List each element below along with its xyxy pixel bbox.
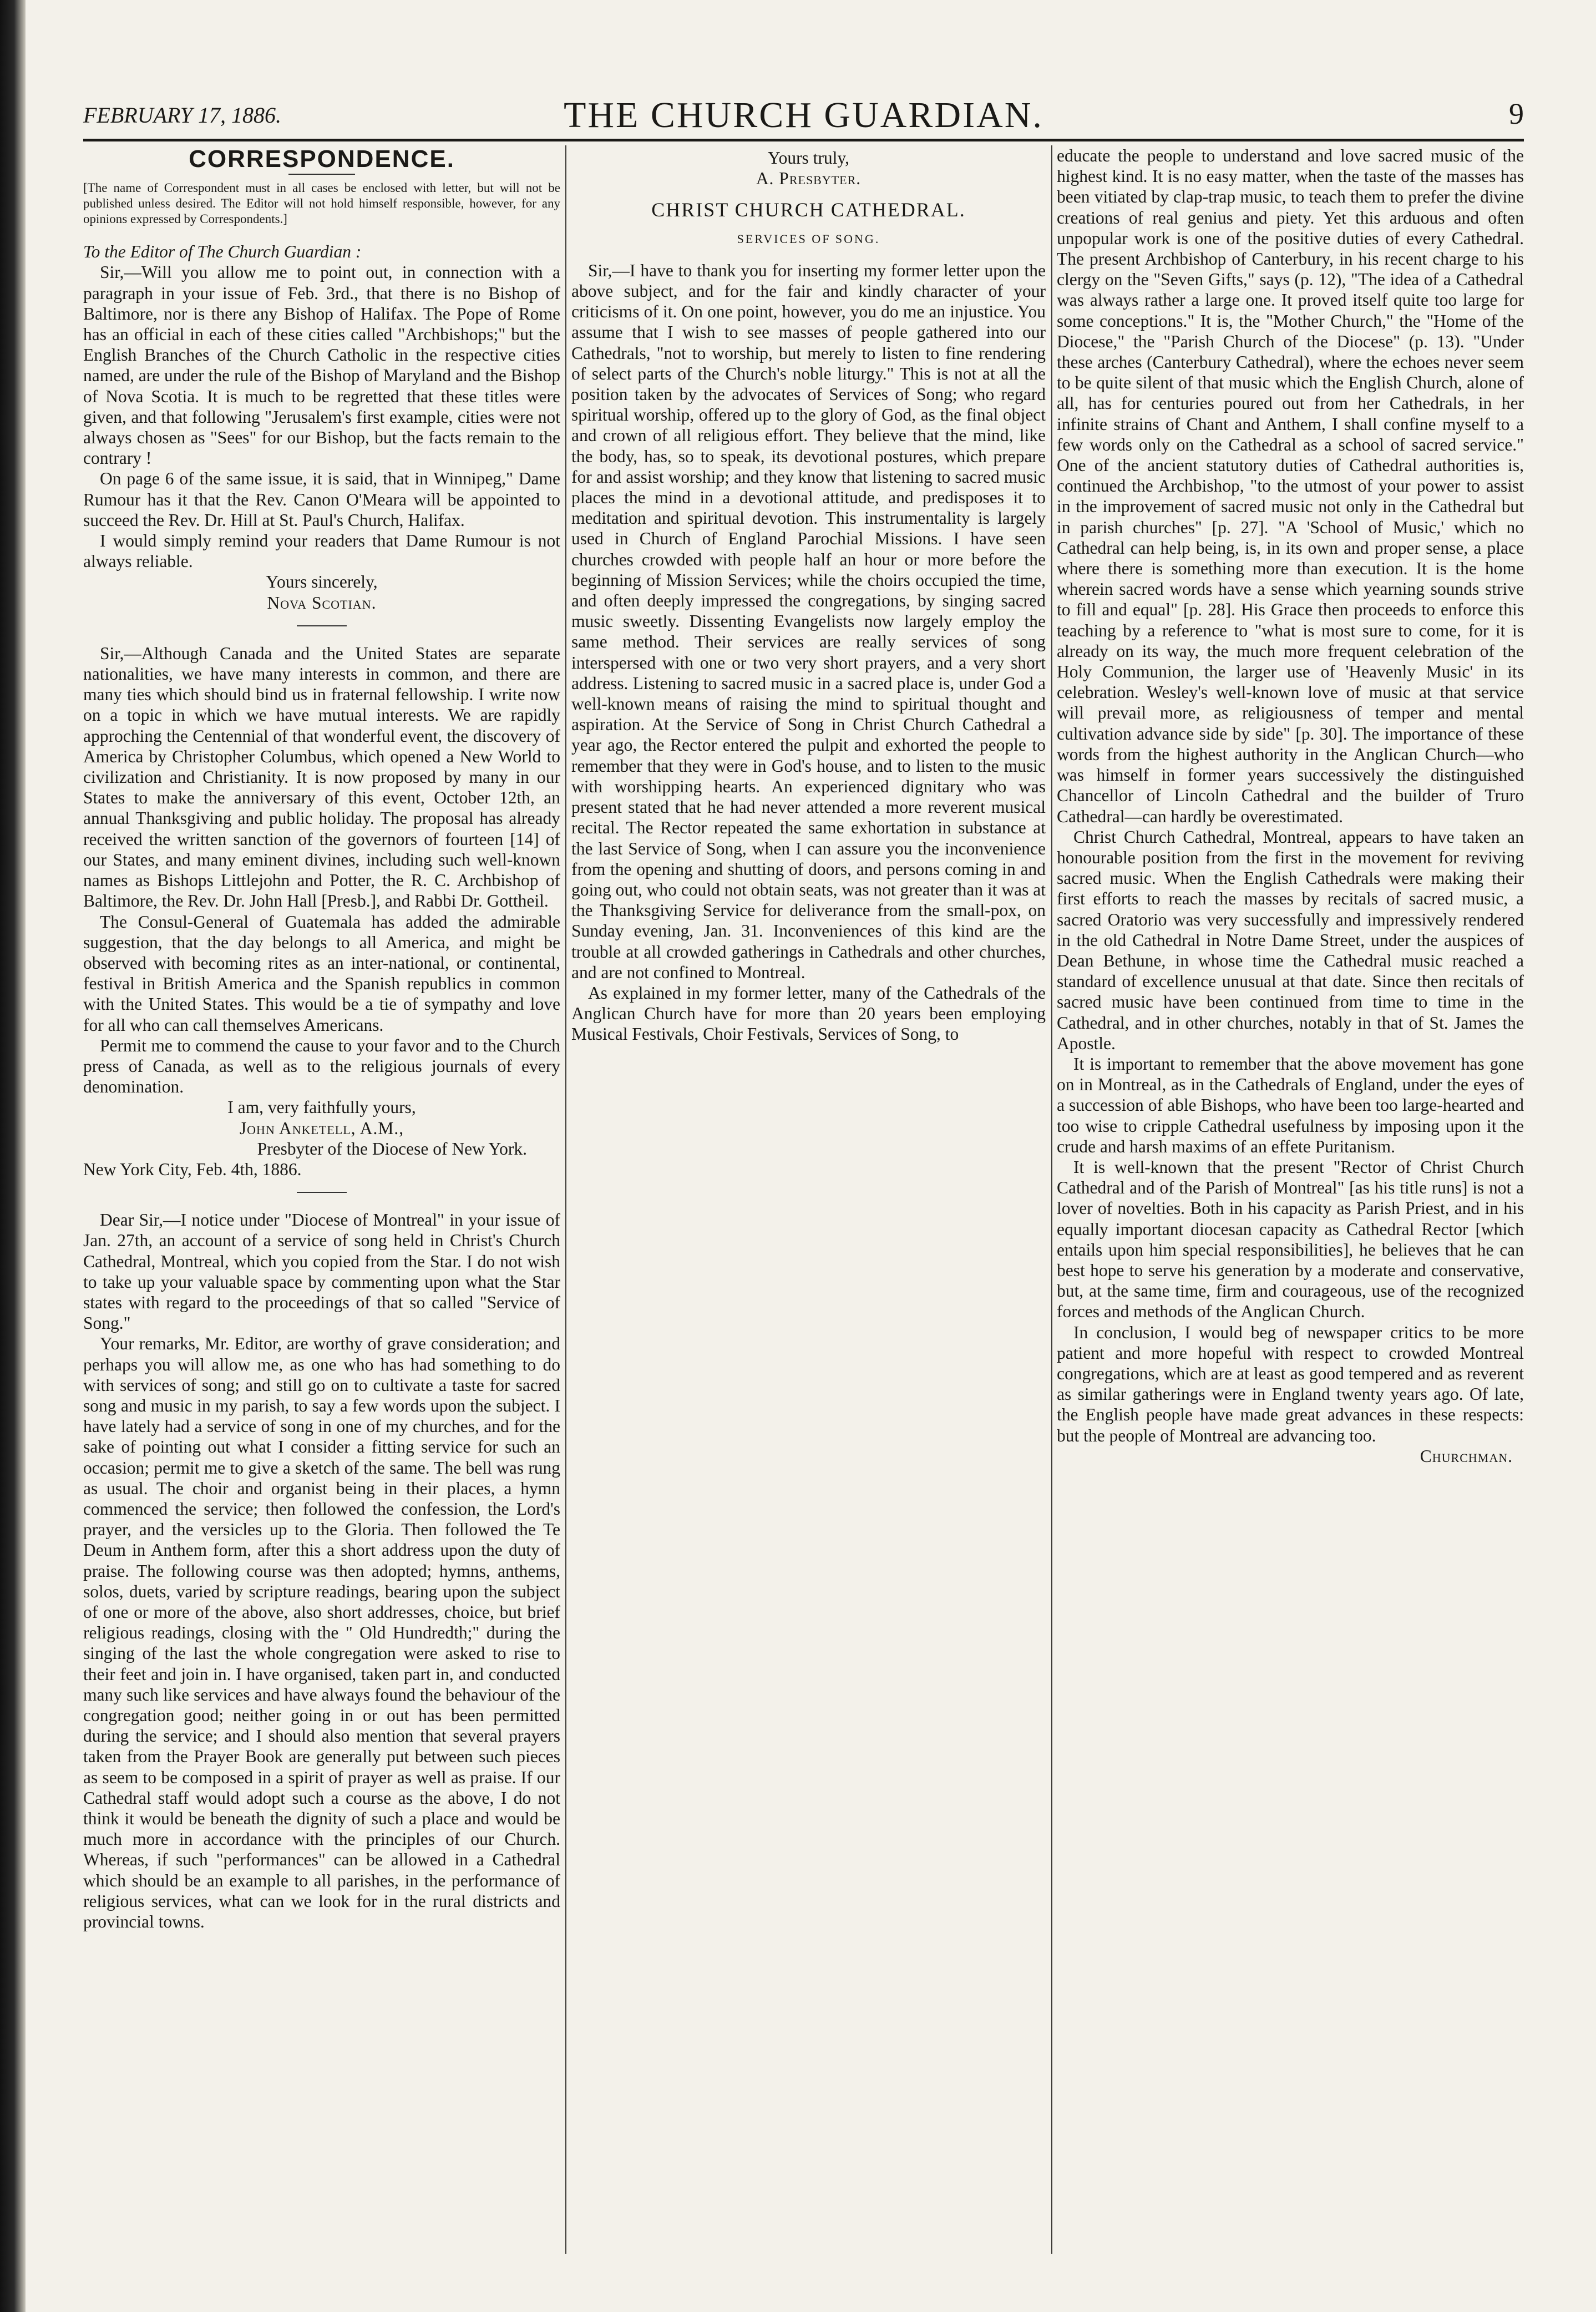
letter-signature: Nova Scotian. <box>267 593 377 613</box>
letter-paragraph: Dear Sir,—I notice under "Diocese of Montreal" in your issue of Jan. 27th, an account of a service of song held in Christ's Church Cathedral, Montreal, which you copied from the Star. I do not wish to take up your valuable space by commenting upon what the Star states with regard to the proceedings of that so called "Service of Song." <box>83 1210 560 1333</box>
section-heading: CORRESPONDENCE. <box>189 145 455 173</box>
column-1 <box>83 145 560 2254</box>
masthead-rule <box>83 139 1524 141</box>
letter-closing: Yours sincerely, <box>266 572 378 592</box>
column-divider <box>1051 145 1052 2254</box>
article-paragraph: educate the people to understand and love sacred music of the highest kind. It is no easy matter, when the taste of the masses has been vitiated by clap-trap music, to teach them to prefer the divine creations of real genius and piety. Yet this arduous and often unpopular work is one of the positive duties of every Cathedral. The present Archbishop of Canterbury, in his recent charge to his clergy on the "Seven Gifts," says (p. 12), "The idea of a Cathedral was always rather a large one. It proved itself quite too large for some conceptions." It is, the "Mother Church," the "Home of the Diocese," the "Parish Church of the Diocese" (p. 13). "Under these arches (Canterbury Cathedral), where the echoes never seem to be quite silent of that music which the English Church, alone of all, has for centuries poured out from her Cathedrals, in her infinite strains of Chant and Anthem, I shall confine myself to a few words only on the Cathedral as a school of sacred service." One of the ancient statutory duties of Cathedral authorities is, continued the Archbishop, "to the utmost of your power to assist in the improvement of sacred music not only in the Cathedral but in parish churches" [p. 27]. "A 'School of Music,' which no Cathedral can help being, is, in its own and proper sense, a place where there is something more than execution. It is the home wherein sacred words have a sense which yearning sounds strive to fill and equal" [p. 28]. His Grace then proceeds to enforce this teaching by a reference to "what is most sure to come, for it is already on its way, the much more frequent celebration of the Holy Communion, the larger use of 'Heavenly Music' in its celebration. Wesley's well-known love of music at that service will prevail more, as religiousness of temper and mental cultivation advance side by side" [p. 30]. The importance of these words from the highest authority in the Anglican Church—who was himself in former years successively the distinguished Chancellor of Lincoln Cathedral and the builder of Truro Cathedral—can hardly be overestimated. <box>1057 146 1524 826</box>
page-number: 9 <box>1509 97 1524 130</box>
letter-title-line: Presbyter of the Diocese of New York. <box>257 1139 527 1158</box>
letter-paragraph: Your remarks, Mr. Editor, are worthy of grave consideration; and perhaps you will allow me, as one who has had something to do with services of song; and still go on to cultivate a taste for sacred song and music in my parish, to say a few words upon the subject. I have lately had a service of song in one of my churches, and for the sake of pointing out what I consider a fitting service for such an occasion; permit me to give a sketch of the same. The bell was rung as usual. The choir and organist being in their places, a hymn commenced the service; then followed the confession, the Lord's prayer, and the versicles up to the Gloria. Then followed the Te Deum in Anthem form, after this a short address upon the duty of praise. The following course was then adopted; hymns, anthems, solos, duets, varied by scripture readings, bearing upon the subject of one or more of the above, also short addresses, choice, but brief religious readings, closing with the " Old Hundredth;" during the singing of the last the whole congregation were asked to rise to their feet and join in. I have organised, taken part in, and conducted many such like services and have always found the behaviour of the congregation good; neither going in or out has been permitted during the service; and I should also mention that several prayers taken from the Prayer Book are generally put between such pieces as seem to be composed in a spirit of prayer as well as praise. If our Cathedral staff would adopt such a course as the above, I do not think it would be beneath the dignity of such a place and would be much more in accordance with the principles of our Church. Whereas, if such "performances" can be allowed in a Cathedral which should be an example to all parishes, in the performance of religious services, what can we look for in the rural districts and provincial towns. <box>83 1334 560 1932</box>
divider <box>288 174 355 175</box>
article-paragraph: In conclusion, I would beg of newspaper critics to be more patient and more hopeful with respect to crowded Montreal congregations, which are at least as good tempered and as reverent as similar gatherings were in England twenty years ago. Of late, the English people have made great advances in these respects: but the people of Montreal are advancing too. <box>1057 1322 1524 1445</box>
letter-paragraph: On page 6 of the same issue, it is said, that in Winnipeg," Dame Rumour has it that the Rev. Canon O'Meara will be appointed to succeed the Rev. Dr. Hill at St. Paul's Church, Halifax. <box>83 469 560 530</box>
divider <box>297 1192 347 1193</box>
article-title: CHRIST CHURCH CATHEDRAL. <box>651 199 966 221</box>
editorial-note: [The name of Correspondent must in all cases be enclosed with letter, but will not be published unless desired. The Editor will not hold himself responsible, however, for any opinions expressed by Correspondents.] <box>83 181 560 226</box>
letter-salutation: To the Editor of The Church Guardian : <box>83 242 362 262</box>
column-3 <box>1057 145 1524 2254</box>
article-paragraph: As explained in my former letter, many of the Cathedrals of the Anglican Church have for more than 20 years been employing Musical Festivals, Choir Festivals, Services of Song, to <box>571 983 1046 1044</box>
letter-place-date: New York City, Feb. 4th, 1886. <box>83 1159 302 1179</box>
divider <box>297 625 347 626</box>
article-paragraph: It is well-known that the present "Rector of Christ Church Cathedral and of the Parish of Montreal" [as his title runs] is not a lover of novelties. Both in his capacity as Parish Priest, and in his equally important diocesan capacity as Cathedral Rector [which entails upon him special responsibilities], he believes that he can best hope to serve his generation by a moderate and conservative, but, at the same time, firm and courageous, use of the recognized forces and methods of the Anglican Church. <box>1057 1157 1524 1322</box>
article-paragraph: Christ Church Cathedral, Montreal, appears to have taken an honourable position from the first in the movement for reviving sacred music. When the English Cathedrals were making their first efforts to reach the masses by recitals of sacred music, a sacred Oratorio was very successfully and impressively rendered in the old Cathedral in Notre Dame Street, under the auspices of Dean Bethune, in whose time the Cathedral music reached a standard of excellence unusual at that date. Since then recitals of sacred music have been continued from time to time in the Cathedral, and in other churches, notably in that of St. James the Apostle. <box>1057 827 1524 1053</box>
binding-edge <box>0 0 26 2312</box>
article-subtitle: SERVICES OF SONG. <box>737 231 880 246</box>
issue-date: FEBRUARY 17, 1886. <box>83 103 282 128</box>
letter-closing: I am, very faithfully yours, <box>227 1097 416 1117</box>
letter-paragraph: Sir,—Although Canada and the United States are separate nationalities, we have many interests in common, and there are many ties which should bind us in fraternal fellowship. I write now on a topic in which we have mutual interests. We are rapidly approching the Centennial of that wonderful event, the discovery of America by Christopher Columbus, which opened a New World to civilization and Christianity. It is now proposed by many in our States to make the anniversary of this event, October 12th, an annual Thanksgiving and public holiday. The proposal has already received the written sanction of the governors of fourteen [14] of our States, and many eminent divines, including such well-known names as Bishops Littlejohn and Potter, the R. C. Archbishop of Baltimore, the Rev. Dr. John Hall [Presb.], and Rabbi Dr. Gottheil. <box>83 643 560 911</box>
newspaper-title: THE CHURCH GUARDIAN. <box>564 95 1043 135</box>
article-signature: Churchman. <box>1420 1446 1513 1466</box>
letter-closing: Yours truly, <box>767 148 850 168</box>
letter-signature: John Anketell, A.M., <box>239 1118 404 1138</box>
letter-paragraph: Sir,—Will you allow me to point out, in connection with a paragraph in your issue of Feb. 3rd., that there is no Bishop of Baltimore, nor is there any Bishop of Halifax. The Pope of Rome has an official in each of these cities called "Archbishops;" but the English Branches of the Church Catholic in the respective cities named, are under the rule of the Bishop of Maryland and the Bishop of Nova Scotia. It is much to be regretted that these titles were given, and that following "Jerusalem's first example, cities were not always chosen as "Sees" for our Bishop, but the facts remain to the contrary ! <box>83 262 560 468</box>
column-divider <box>565 145 566 2254</box>
letter-paragraph: I would simply remind your readers that Dame Rumour is not always reliable. <box>83 531 560 571</box>
article-paragraph: Sir,—I have to thank you for inserting my former letter upon the above subject, and for the fair and kindly character of your criticisms of it. On one point, however, you do me an injustice. You assume that I wish to see masses of people gathered into our Cathedrals, "not to worship, but merely to listen to fine rendering of select parts of the Church's noble liturgy." This is not at all the position taken by the advocates of Services of Song; who regard spiritual worship, offered up to the glory of God, as the final object and crown of all religious effort. They believe that the mind, like the body, has, so to speak, its devotional postures, which prepare for and assist worship; and they know that listening to sacred music places the mind in a devotional attitude, and predisposes it to meditation and spiritual devotion. This instrumentality is largely used in Church of England Parochial Missions. I have seen churches crowded with people half an hour or more before the beginning of Mission Services; while the choirs occupied the time, and often deeply impressed the congregations, by singing sacred music sweetly. Dissenting Evangelists now largely employ the same method. Their services are really services of song interspersed with one or two very short prayers, and a very short address. Listening to sacred music in a sacred place is, under God a well-known means of raising the mind to spiritual thought and aspiration. At the Service of Song in Christ Church Cathedral a year ago, the Rector entered the pulpit and exhorted the people to remember that they were in God's house, and to listen to the music with worshipping hearts. An experienced dignitary who was present stated that he had never attended a more reverent musical recital. The Rector repeated the same exhortation in substance at the last Service of Song, when I can assure you the inconvenience from the opening and shutting of doors, and persons coming in and going out, who could not obtain seats, was not greater than it was at the Thanksgiving Service for deliverance from the small-pox, on Sunday evening, Jan. 31. Inconveniences of this kind are the trouble at all crowded gatherings in Cathedrals and other churches, and are not confined to Montreal. <box>571 260 1046 982</box>
letter-paragraph: The Consul-General of Guatemala has added the admirable suggestion, that the day belongs to all America, and might be observed with becoming rites as an inter-national, or continental, festival in British America and the Spanish republics in common with the United States. This would be a tie of sympathy and love for all who can call themselves Americans. <box>83 912 560 1035</box>
letter-signature: A. Presbyter. <box>756 169 862 189</box>
article-paragraph: It is important to remember that the above movement has gone on in Montreal, as in the Cathedrals of England, under the eyes of a succession of able Bishops, who have been too large-hearted and too wise to cripple Cathedral usefulness by imposing upon it the crude and harsh maxims of an effete Puritanism. <box>1057 1054 1524 1156</box>
column-2 <box>571 145 1046 2254</box>
letter-paragraph: Permit me to commend the cause to your favor and to the Church press of Canada, as well as to the religious journals of every denomination. <box>83 1035 560 1097</box>
